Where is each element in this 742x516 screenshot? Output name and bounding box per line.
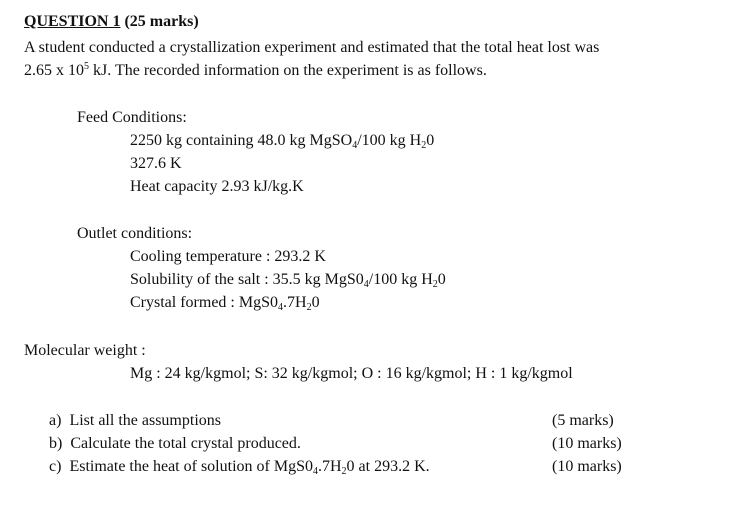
outlet-solubility: Solubility of the salt : 35.5 kg $MgS0_4/100$ kg $H_20$ <box>130 271 446 290</box>
feed-temperature: 327.6 K <box>130 155 182 172</box>
question-number: QUESTION 1 <box>24 13 121 30</box>
feed-composition: 2250 kg containing 48.0 kg MgSO$_4$/100 kg $H_20$ <box>130 132 435 151</box>
task-a-marks: (5 marks) <box>552 412 614 429</box>
task-a: a) List all the assumptions <box>49 412 221 429</box>
molecular-heading: Molecular weight : <box>24 342 146 359</box>
task-c-marks: (10 marks) <box>552 458 622 475</box>
feed-heading: Feed Conditions: <box>77 109 187 126</box>
intro-line-1: A student conducted a crystallization experiment and estimated that the total heat lost was <box>24 39 600 56</box>
question-marks: (25 marks) <box>124 13 199 30</box>
task-c: c) Estimate the heat of solution of $MgS0_4.7H_20$ at 293.2 K. <box>49 458 430 477</box>
outlet-heading: Outlet conditions: <box>77 225 193 242</box>
task-b: b) Calculate the total crystal produced. <box>49 435 301 452</box>
feed-heat-capacity: Heat capacity 2.93 kJ/kg.K <box>130 178 304 195</box>
task-b-marks: (10 marks) <box>552 435 622 452</box>
intro-line-2: 2.65 x $10^5$ kJ. The recorded information on the experiment is as follows. <box>24 61 487 79</box>
outlet-crystal: Crystal formed : $MgS0_4.7H_20$ <box>130 294 320 313</box>
molecular-values: Mg : 24 kg/kgmol; S: 32 kg/kgmol; O : 16 kg/kgmol; H : 1 kg/kgmol <box>130 365 573 382</box>
outlet-cooling: Cooling temperature : 293.2 K <box>130 248 326 265</box>
question-title <box>24 12 199 32</box>
